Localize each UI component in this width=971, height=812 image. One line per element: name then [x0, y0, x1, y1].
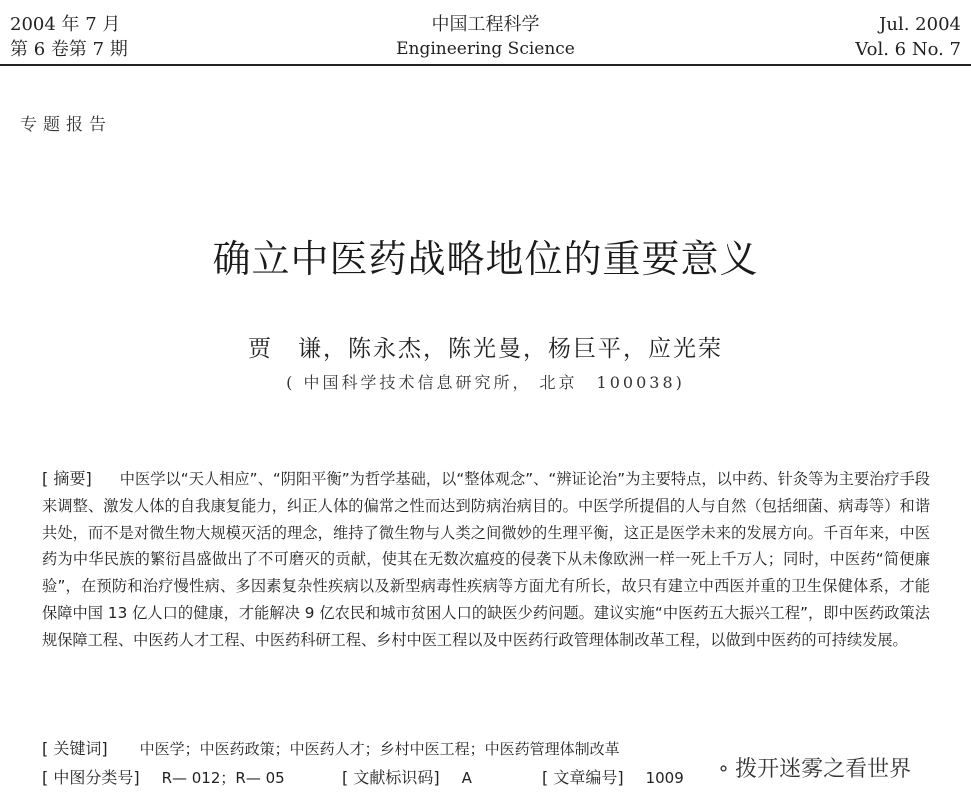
journal-name-cn: 中国工程科学	[431, 14, 540, 35]
page-title: 确立中医药战略地位的重要意义	[212, 237, 759, 281]
clc-value: R— 012；R— 05	[161, 769, 285, 787]
volume-cn: 第 6 卷第 7 期	[10, 39, 128, 60]
doc-code-value: A	[461, 769, 472, 787]
clc-label: [ 中图分类号]	[42, 768, 140, 787]
abstract	[42, 466, 930, 654]
keywords	[42, 736, 620, 759]
doc-code-label: [ 文献标识码]	[342, 768, 440, 787]
volume-en: Vol. 6 No. 7	[855, 39, 961, 60]
keywords-label: [ 关键词]	[42, 739, 108, 758]
watermark-text: 拨开迷雾之看世界	[735, 757, 912, 782]
issue-date-en: Jul. 2004	[879, 14, 961, 35]
authors: 贾 谦，陈永杰，陈光曼，杨巨平，应光荣	[248, 336, 723, 362]
affiliation: ( 中国科学技术信息研究所， 北京 100038)	[286, 373, 685, 392]
issue-date-cn: 2004 年 7 月	[10, 14, 121, 35]
header-right	[855, 12, 961, 62]
watermark	[716, 752, 911, 783]
keywords-text: 中医学；中医药政策；中医药人才；乡村中医工程；中医药管理体制改革	[139, 740, 620, 758]
column-label: 专题报告	[20, 115, 112, 135]
article-id-value: 1009	[645, 769, 684, 787]
abstract-label: [ 摘要]	[42, 469, 92, 488]
journal-name-en: Engineering Science	[396, 39, 575, 59]
header-divider	[0, 64, 971, 66]
wechat-icon: ⚬	[716, 759, 732, 780]
article-id-label: [ 文章编号]	[542, 768, 624, 787]
abstract-text: 中医学以“天人相应”、“阴阳平衡”为哲学基础，以“整体观念”、“辨证论治”为主要特点，以中药、针灸等为主要治疗手段来调整、激发人体的自我康复能力，纠正人体的偏常之性而达到防病治病目的。中医学所提倡的人与自然（包括细菌、病毒等）和谐共处，而不是对微生物大规模灭活的理念，维持了微生物与人类之间微妙的生理平衡，这正是医学未来的发展方向。千百年来，中医药为中华民族的繁衍昌盛做出了不可磨灭的贡献，使其在无数次瘟疫的侵袭下从未像欧洲一样一死上千万人；同时，中医药“简便廉验”，在预防和治疗慢性病、多因素复杂性疾病以及新型病毒性疾病等方面尤有所长，故只有建立中西医并重的卫生保健体系，才能保障中国 13 亿人口的健康，才能解决 9 亿农民和城市贫困人口的缺医少药问题。建议实施“中医药五大振兴工程”，即中医药政策法规保障工程、中医药人才工程、中医药科研工程、乡村中医工程以及中医药行政管理体制改革工程，以做到中医药的可持续发展。	[42, 470, 930, 649]
header-center	[0, 12, 971, 62]
